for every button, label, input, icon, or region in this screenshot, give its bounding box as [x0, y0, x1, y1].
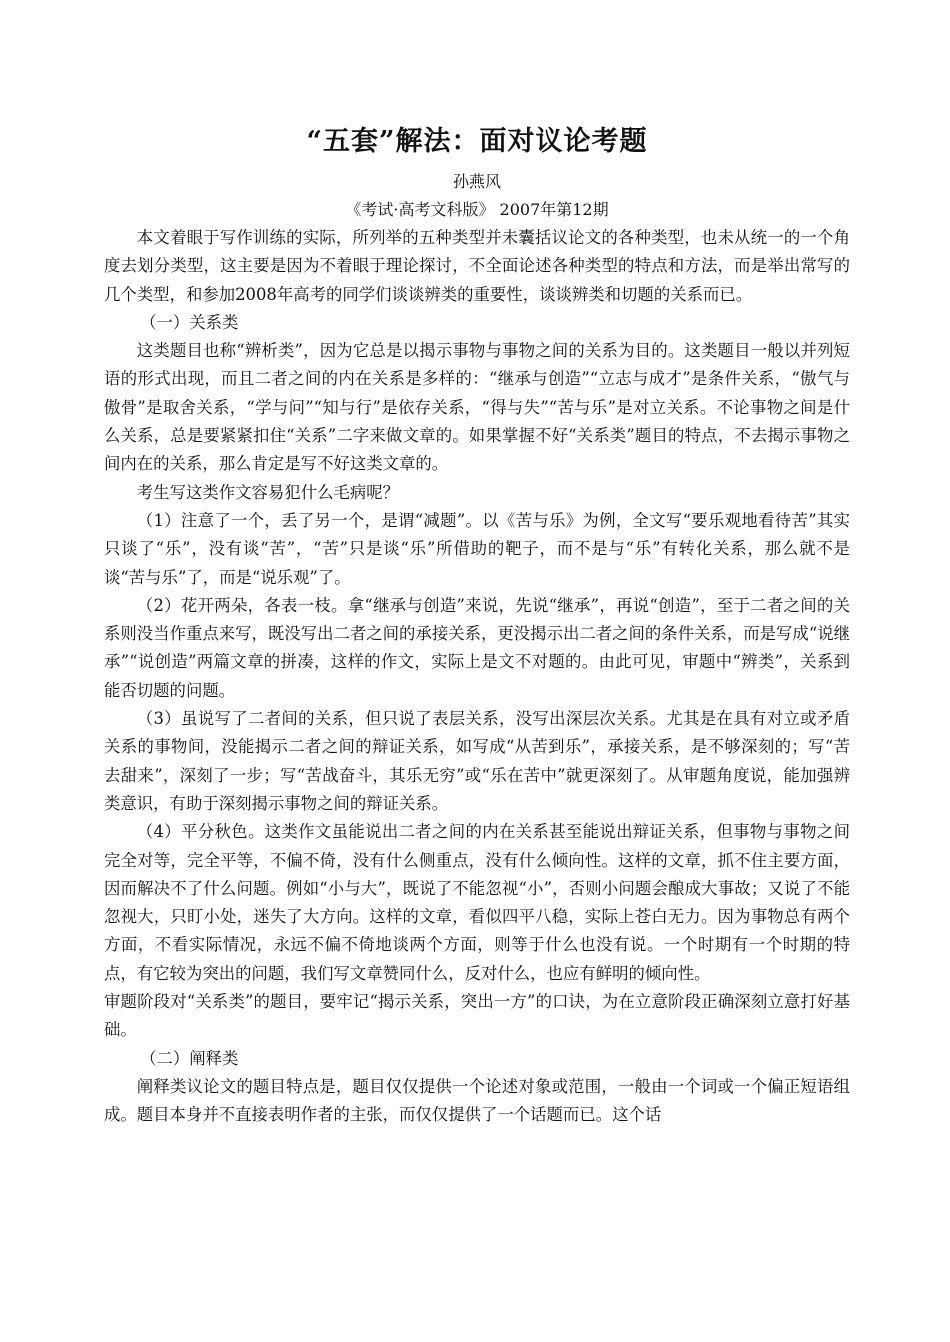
- section-heading: （一）关系类: [140, 312, 239, 332]
- paragraph: 本文着眼于写作训练的实际，所列举的五种类型并未囊括议论文的各种类型，也未从统一的一个角度去划分类型，这主要是因为不着眼于理论探讨，不全面论述各种类型的特点和方法，而是举出常写的几个类型，和参加2008年高考的同学们谈谈辨类的重要性，谈谈辨类和切题的关系而已。: [104, 228, 850, 304]
- paragraph: （3）虽说写了二者间的关系，但只说了表层关系，没写出深层次关系。尤其是在具有对立或矛盾关系的事物间，没能揭示二者之间的辩证关系，如写成“从苦到乐”，承接关系，是不够深刻的；写“苦去甜来”，深刻了一步；写“苦战奋斗，其乐无穷”或“乐在苦中”就更深刻了。从审题角度说，能加强辨类意识，有助于深刻揭示事物之间的辩证关系。: [104, 709, 850, 813]
- paragraph: 审题阶段对“关系类”的题目，要牢记“揭示关系，突出一方”的口诀，为在立意阶段正确深刻立意打好基础。: [104, 992, 850, 1040]
- article-author: 孙燕风: [452, 172, 501, 191]
- document-page: [104, 122, 850, 1130]
- article-body: [104, 224, 850, 1130]
- paragraph: 考生写这类作文容易犯什么毛病呢？: [136, 482, 400, 502]
- section-heading: （二）阐释类: [140, 1048, 239, 1068]
- article-source: 《考试·高考文科版》 2007年第12期: [345, 200, 609, 219]
- article-title: “五套”解法：面对议论考题: [306, 126, 648, 157]
- paragraph: 这类题目也称“辨析类”，因为它总是以揭示事物与事物之间的关系为目的。这类题目一般以并列短语的形式出现，而且二者之间的内在关系是多样的：“继承与创造”“立志与成才”是条件关系，“傲气与傲骨”是取舍关系，“学与问”“知与行”是依存关系，“得与失”“苦与乐”是对立关系。不论事物之间是什么关系，总是要紧紧扣住“关系”二字来做文章的。如果掌握不好“关系类”题目的特点，不去揭示事物之间内在的关系，那么肯定是写不好这类文章的。: [104, 341, 850, 474]
- paragraph: （2）花开两朵，各表一枝。拿“继承与创造”来说，先说“继承”，再说“创造”，至于二者之间的关系则没当作重点来写，既没写出二者之间的承接关系，更没揭示出二者之间的条件关系，而是写成“说继承”“说创造”两篇文章的拼凑，这样的作文，实际上是文不对题的。由此可见，审题中“辨类”，关系到能否切题的问题。: [104, 595, 850, 700]
- paragraph: 阐释类议论文的题目特点是，题目仅仅提供一个论述对象或范围，一般由一个词或一个偏正短语组成。题目本身并不直接表明作者的主张，而仅仅提供了一个话题而已。这个话: [104, 1076, 850, 1125]
- paragraph: （4）平分秋色。这类作文虽能说出二者之间的内在关系甚至能说出辩证关系，但事物与事物之间完全对等，完全平等，不偏不倚，没有什么侧重点，没有什么倾向性。这样的文章，抓不住主要方面，因而解决不了什么问题。例如“小与大”，既说了不能忽视“小”，否则小问题会酿成大事故；又说了不能忽视大，只盯小处，迷失了大方向。这样的文章，看似四平八稳，实际上苍白无力。因为事物总有两个方面，不看实际情况，永远不偏不倚地谈两个方面，则等于什么也没有说。一个时期有一个时期的特点，有它较为突出的问题，我们写文章赞同什么，反对什么，也应有鲜明的倾向性。: [104, 822, 850, 983]
- paragraph: （1）注意了一个，丢了另一个，是谓“减题”。以《苦与乐》为例，全文写“要乐观地看待苦”其实只谈了“乐”，没有谈“苦”，“苦”只是谈“乐”所借助的靶子，而不是与“乐”有转化关系，那么就不是谈“苦与乐”了，而是“说乐观”了。: [104, 510, 850, 587]
